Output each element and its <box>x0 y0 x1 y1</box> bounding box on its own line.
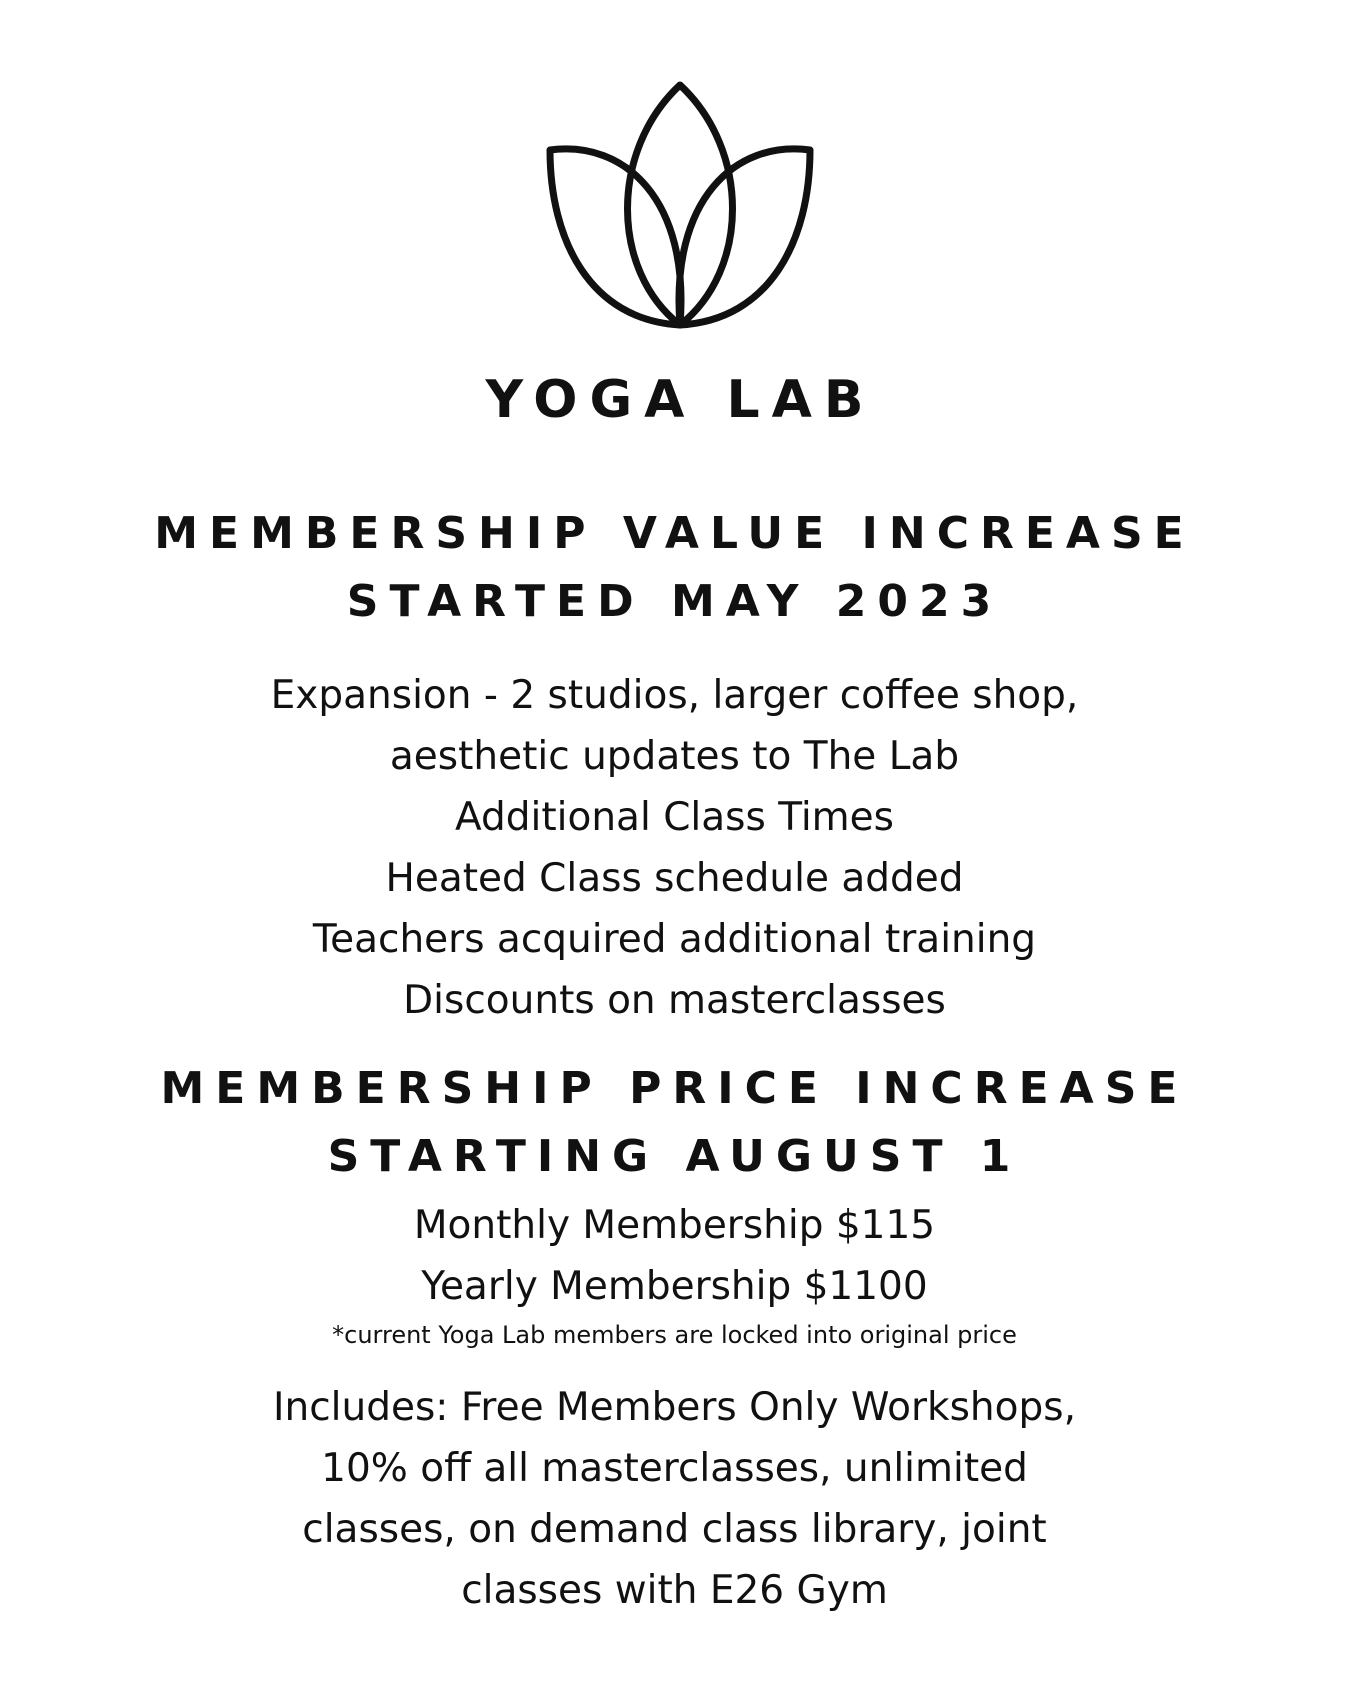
includes-text <box>0 1377 1349 1621</box>
brand-name: YOGA LAB <box>485 370 876 430</box>
price-heading-line-1: MEMBERSHIP PRICE INCREASE <box>160 1063 1189 1114</box>
value-improvements-list <box>0 665 1349 1031</box>
lotus-icon <box>530 80 830 330</box>
includes-line: 10% off all masterclasses, unlimited <box>321 1446 1028 1491</box>
includes-line: classes, on demand class library, joint <box>302 1507 1047 1552</box>
list-item: aesthetic updates to The Lab <box>389 734 960 779</box>
value-heading-line-1: MEMBERSHIP VALUE INCREASE <box>154 508 1195 559</box>
list-item: Heated Class schedule added <box>385 856 964 901</box>
yearly-price: Yearly Membership $1100 <box>421 1264 928 1309</box>
list-item: Teachers acquired additional training <box>312 917 1037 962</box>
list-item: Expansion - 2 studios, larger coffee shop, <box>270 673 1079 718</box>
includes-line: Includes: Free Members Only Workshops, <box>273 1385 1076 1430</box>
membership-prices-list <box>0 1195 1349 1317</box>
monthly-price: Monthly Membership $115 <box>413 1203 936 1248</box>
price-increase-heading <box>0 1055 1349 1191</box>
list-item: Additional Class Times <box>455 795 894 840</box>
includes-line: classes with E26 Gym <box>461 1568 888 1613</box>
list-item: Discounts on masterclasses <box>403 978 946 1023</box>
value-heading-line-2: STARTED MAY 2023 <box>346 576 1003 627</box>
price-heading-line-2: STARTING AUGUST 1 <box>327 1131 1022 1182</box>
members-note: *current Yoga Lab members are locked into original price <box>332 1321 1017 1349</box>
value-increase-heading <box>0 500 1349 636</box>
